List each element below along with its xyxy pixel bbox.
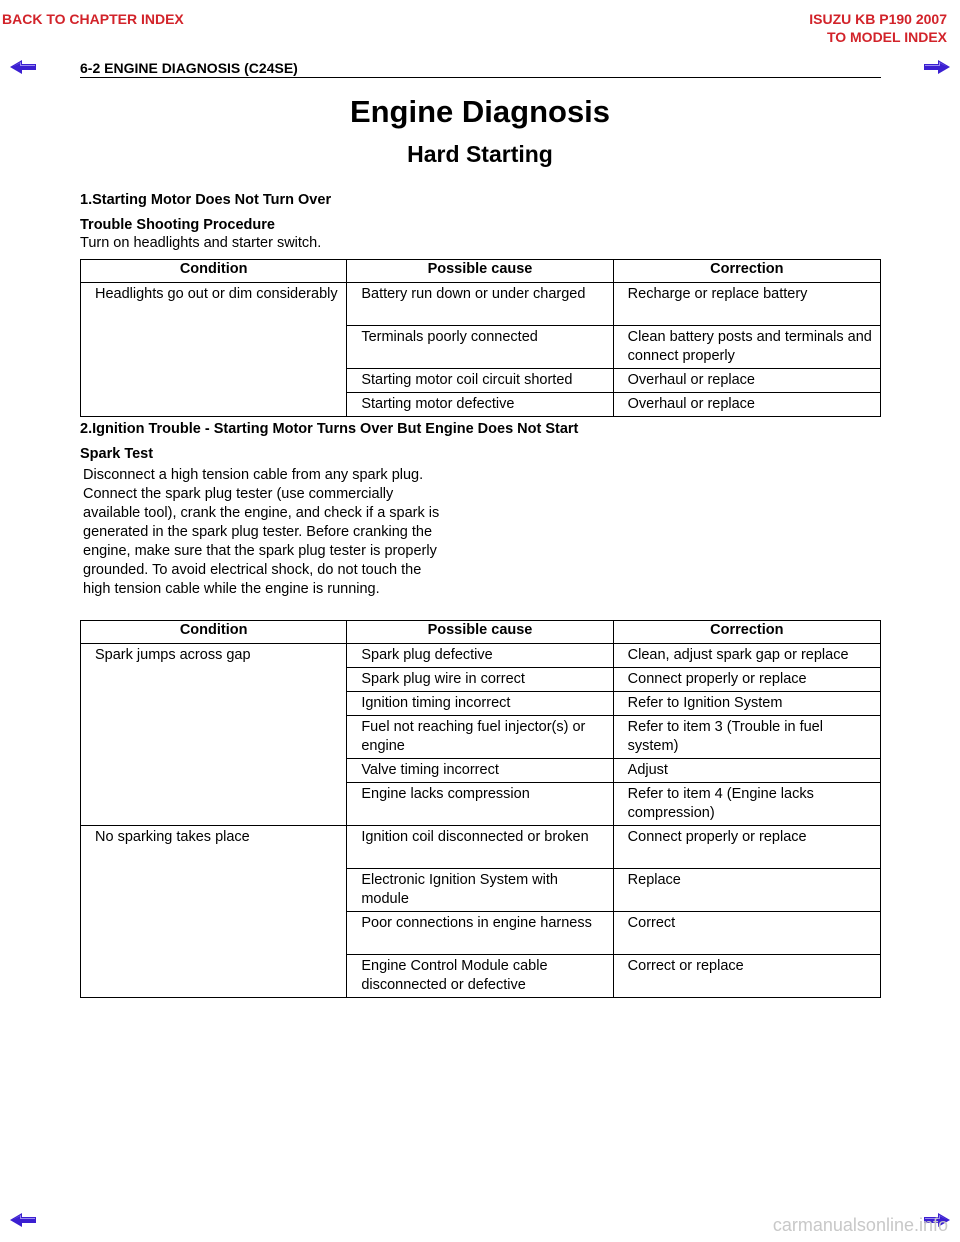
column-header: Correction (613, 260, 880, 283)
cause-cell: Ignition timing incorrect (347, 692, 613, 716)
section2-heading: 2.Ignition Trouble - Starting Motor Turns Over But Engine Does Not Start (80, 421, 579, 437)
cause-cell: Valve timing incorrect (347, 759, 613, 783)
spark-test-line: available tool), crank the engine, and check if a spark is (83, 505, 440, 521)
table-row (81, 644, 881, 668)
column-header: Condition (81, 621, 347, 644)
cause-cell: Poor connections in engine harness (347, 912, 613, 955)
cause-cell: Spark plug defective (347, 644, 613, 668)
cause-cell: Terminals poorly connected (347, 326, 613, 369)
column-header: Possible cause (347, 260, 613, 283)
table-row (81, 826, 881, 869)
correction-cell: Recharge or replace battery (613, 283, 880, 326)
previous-page-arrow-icon[interactable] (10, 1213, 36, 1227)
spark-test-heading: Spark Test (80, 446, 154, 462)
cause-cell: Battery run down or under charged (347, 283, 613, 326)
spark-test-text (83, 466, 483, 599)
spark-test-line: grounded. To avoid electrical shock, do not touch the (83, 562, 422, 578)
next-page-arrow-icon[interactable] (924, 60, 950, 74)
correction-cell: Correct or replace (613, 955, 880, 998)
model-title: ISUZU KB P190 2007 (809, 11, 947, 27)
spark-test-line: high tension cable while the engine is running. (83, 581, 380, 597)
cause-cell: Ignition coil disconnected or broken (347, 826, 613, 869)
page-subtitle: Hard Starting (407, 141, 553, 167)
section1-heading: 1.Starting Motor Does Not Turn Over (80, 192, 332, 208)
cause-cell: Engine Control Module cable disconnected or defective (347, 955, 613, 998)
cause-cell: Starting motor defective (347, 393, 613, 417)
header-divider (80, 77, 881, 78)
correction-cell: Clean battery posts and terminals and connect properly (613, 326, 880, 369)
page-title: Engine Diagnosis (349, 94, 611, 129)
correction-cell: Clean, adjust spark gap or replace (613, 644, 880, 668)
cause-cell: Fuel not reaching fuel injector(s) or engine (347, 716, 613, 759)
correction-cell: Refer to item 3 (Trouble in fuel system) (613, 716, 880, 759)
correction-cell: Overhaul or replace (613, 369, 880, 393)
condition-cell: Headlights go out or dim considerably (81, 283, 347, 417)
correction-cell: Refer to Ignition System (613, 692, 880, 716)
cause-cell: Starting motor coil circuit shorted (347, 369, 613, 393)
table-row (81, 283, 881, 326)
correction-cell: Adjust (613, 759, 880, 783)
correction-cell: Overhaul or replace (613, 393, 880, 417)
cause-cell: Electronic Ignition System with module (347, 869, 613, 912)
ignition-trouble-table (80, 620, 881, 998)
back-to-chapter-index-link[interactable]: BACK TO CHAPTER INDEX (2, 11, 184, 27)
starting-motor-table (80, 259, 881, 417)
section-header: 6-2 ENGINE DIAGNOSIS (C24SE) (80, 60, 298, 76)
spark-test-line: generated in the spark plug tester. Before cranking the (83, 524, 433, 540)
column-header: Correction (613, 621, 880, 644)
correction-cell: Replace (613, 869, 880, 912)
condition-cell: No sparking takes place (81, 826, 347, 998)
correction-cell: Refer to item 4 (Engine lacks compression) (613, 783, 880, 826)
to-model-index-link[interactable]: TO MODEL INDEX (826, 29, 947, 45)
procedure-heading: Trouble Shooting Procedure (80, 217, 275, 233)
previous-page-arrow-icon[interactable] (10, 60, 36, 74)
table-header-row (81, 621, 881, 644)
spark-test-line: Connect the spark plug tester (use commercially (83, 486, 394, 502)
spark-test-line: Disconnect a high tension cable from any spark plug. (83, 467, 424, 483)
column-header: Possible cause (347, 621, 613, 644)
correction-cell: Connect properly or replace (613, 826, 880, 869)
condition-cell: Spark jumps across gap (81, 644, 347, 826)
column-header: Condition (81, 260, 347, 283)
table-header-row (81, 260, 881, 283)
cause-cell: Engine lacks compression (347, 783, 613, 826)
watermark: carmanualsonline.info (772, 1215, 948, 1235)
correction-cell: Correct (613, 912, 880, 955)
procedure-text: Turn on headlights and starter switch. (80, 235, 322, 251)
spark-test-line: engine, make sure that the spark plug tester is properly (83, 543, 437, 559)
correction-cell: Connect properly or replace (613, 668, 880, 692)
cause-cell: Spark plug wire in correct (347, 668, 613, 692)
